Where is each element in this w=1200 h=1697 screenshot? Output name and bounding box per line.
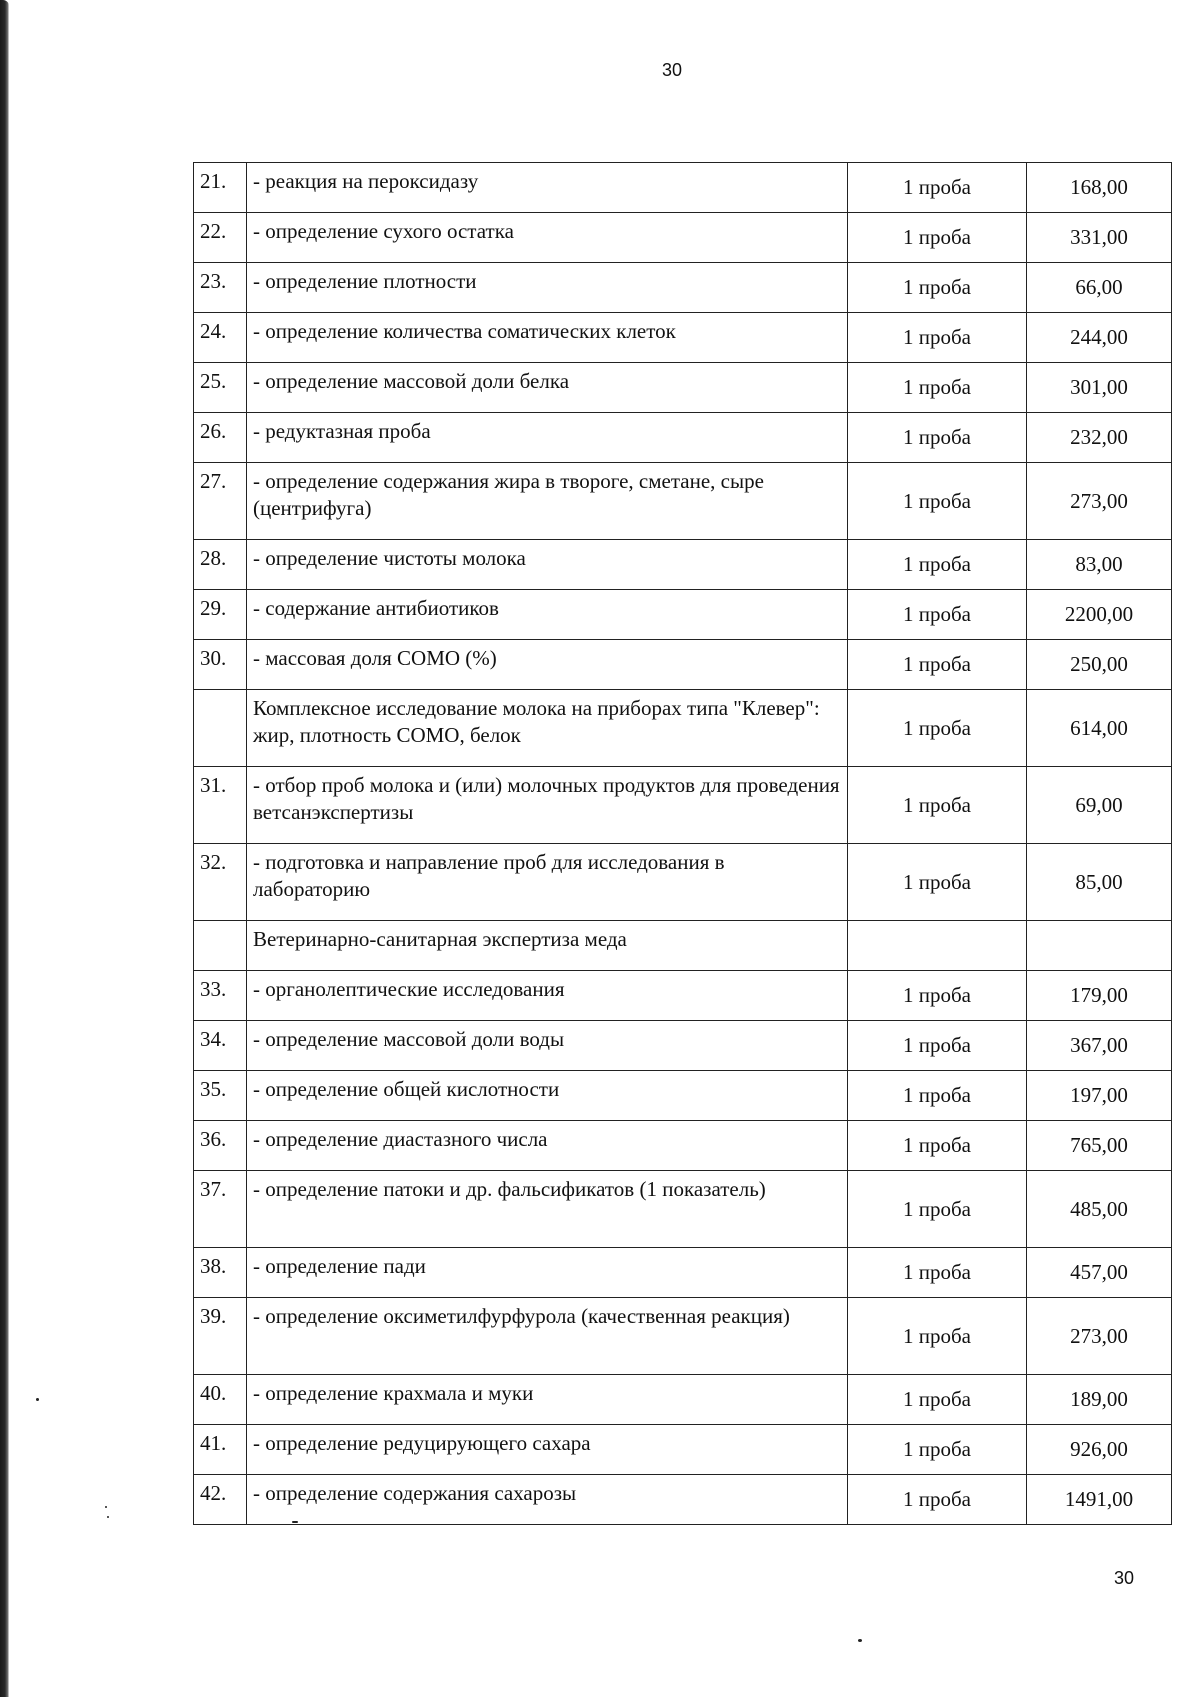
scan-speck [292,1521,298,1523]
table-row [194,413,1172,463]
table-row [194,690,1172,767]
row-number: 26. [194,413,247,463]
row-number: 39. [194,1298,247,1375]
table-row [194,313,1172,363]
price: 765,00 [1027,1121,1172,1171]
price: 168,00 [1027,163,1172,213]
service-name: - определение массовой доли воды [247,1021,848,1071]
page-number-bottom: 30 [1114,1568,1135,1588]
unit: 1 проба [848,540,1027,590]
section-heading: Ветеринарно-санитарная экспертиза меда [247,921,848,971]
table-row [194,844,1172,921]
service-name: - содержание антибиотиков [247,590,848,640]
row-number: 34. [194,1021,247,1071]
service-name: - определение оксиметилфурфурола (качественная реакция) [247,1298,848,1375]
price: 367,00 [1027,1021,1172,1071]
price: 244,00 [1027,313,1172,363]
unit: 1 проба [848,844,1027,921]
unit: 1 проба [848,1248,1027,1298]
price: 614,00 [1027,690,1172,767]
service-name: - определение пади [247,1248,848,1298]
row-number: 25. [194,363,247,413]
unit: 1 проба [848,1475,1027,1525]
table-row [194,767,1172,844]
service-name: - реакция на пероксидазу [247,163,848,213]
row-number: 42. [194,1475,247,1525]
table-row [194,640,1172,690]
row-number: 30. [194,640,247,690]
price: 189,00 [1027,1375,1172,1425]
price: 66,00 [1027,263,1172,313]
unit: 1 проба [848,640,1027,690]
row-number: 24. [194,313,247,363]
unit: 1 проба [848,163,1027,213]
price: 250,00 [1027,640,1172,690]
unit: 1 проба [848,1171,1027,1248]
table-row [194,1021,1172,1071]
price: 85,00 [1027,844,1172,921]
service-name: - отбор проб молока и (или) молочных продуктов для проведения ветсанэкспертизы [247,767,848,844]
table-row [194,1248,1172,1298]
price: 331,00 [1027,213,1172,263]
scan-speck [858,1639,862,1642]
row-number: 28. [194,540,247,590]
service-name: - определение чистоты молока [247,540,848,590]
row-number: 21. [194,163,247,213]
unit: 1 проба [848,590,1027,640]
price: 2200,00 [1027,590,1172,640]
table-row [194,1071,1172,1121]
unit: 1 проба [848,1375,1027,1425]
price: 197,00 [1027,1071,1172,1121]
table-row [194,1425,1172,1475]
price [1027,921,1172,971]
price: 301,00 [1027,363,1172,413]
table-row [194,263,1172,313]
row-number: 40. [194,1375,247,1425]
service-name: - подготовка и направление проб для исследования в лабораторию [247,844,848,921]
service-name: - определение диастазного числа [247,1121,848,1171]
service-name: - массовая доля СОМО (%) [247,640,848,690]
table-row [194,1121,1172,1171]
service-name: - редуктазная проба [247,413,848,463]
price: 485,00 [1027,1171,1172,1248]
row-number: 35. [194,1071,247,1121]
scan-speck [105,1506,107,1508]
row-number: 31. [194,767,247,844]
service-name: - определение количества соматических клеток [247,313,848,363]
service-name: - определение сухого остатка [247,213,848,263]
table-row [194,463,1172,540]
service-name: - органолептические исследования [247,971,848,1021]
unit: 1 проба [848,213,1027,263]
table-row [194,1475,1172,1525]
row-number: 29. [194,590,247,640]
price: 273,00 [1027,463,1172,540]
service-name: - определение содержания сахарозы [247,1475,848,1525]
price: 273,00 [1027,1298,1172,1375]
table-row [194,363,1172,413]
unit: 1 проба [848,1021,1027,1071]
unit: 1 проба [848,1298,1027,1375]
scan-speck [36,1398,39,1401]
unit: 1 проба [848,313,1027,363]
price: 179,00 [1027,971,1172,1021]
row-number [194,921,247,971]
row-number [194,690,247,767]
price: 457,00 [1027,1248,1172,1298]
table-row [194,921,1172,971]
table-row [194,540,1172,590]
scan-speck [107,1516,109,1518]
unit: 1 проба [848,1121,1027,1171]
table-row [194,1171,1172,1248]
price: 1491,00 [1027,1475,1172,1525]
table-row [194,1375,1172,1425]
table-row [194,1298,1172,1375]
unit: 1 проба [848,1425,1027,1475]
service-name: - определение массовой доли белка [247,363,848,413]
row-number: 23. [194,263,247,313]
unit [848,921,1027,971]
price: 232,00 [1027,413,1172,463]
unit: 1 проба [848,971,1027,1021]
page-number-top: 30 [661,60,683,80]
unit: 1 проба [848,363,1027,413]
service-name: - определение редуцирующего сахара [247,1425,848,1475]
price: 83,00 [1027,540,1172,590]
service-name: - определение плотности [247,263,848,313]
row-number: 38. [194,1248,247,1298]
price-table [193,162,1172,1525]
scan-shadow-edge [0,0,9,1697]
service-name: - определение общей кислотности [247,1071,848,1121]
service-name: - определение крахмала и муки [247,1375,848,1425]
row-number: 36. [194,1121,247,1171]
row-number: 22. [194,213,247,263]
unit: 1 проба [848,263,1027,313]
unit: 1 проба [848,463,1027,540]
row-number: 33. [194,971,247,1021]
row-number: 37. [194,1171,247,1248]
table-row [194,213,1172,263]
unit: 1 проба [848,1071,1027,1121]
row-number: 32. [194,844,247,921]
table-row [194,590,1172,640]
service-name: - определение патоки и др. фальсификатов (1 показатель) [247,1171,848,1248]
price: 926,00 [1027,1425,1172,1475]
unit: 1 проба [848,767,1027,844]
row-number: 41. [194,1425,247,1475]
table-row [194,163,1172,213]
price: 69,00 [1027,767,1172,844]
table-row [194,971,1172,1021]
unit: 1 проба [848,690,1027,767]
service-name: Комплексное исследование молока на приборах типа "Клевер": жир, плотность СОМО, белок [247,690,848,767]
row-number: 27. [194,463,247,540]
service-name: - определение содержания жира в твороге, сметане, сыре (центрифуга) [247,463,848,540]
unit: 1 проба [848,413,1027,463]
